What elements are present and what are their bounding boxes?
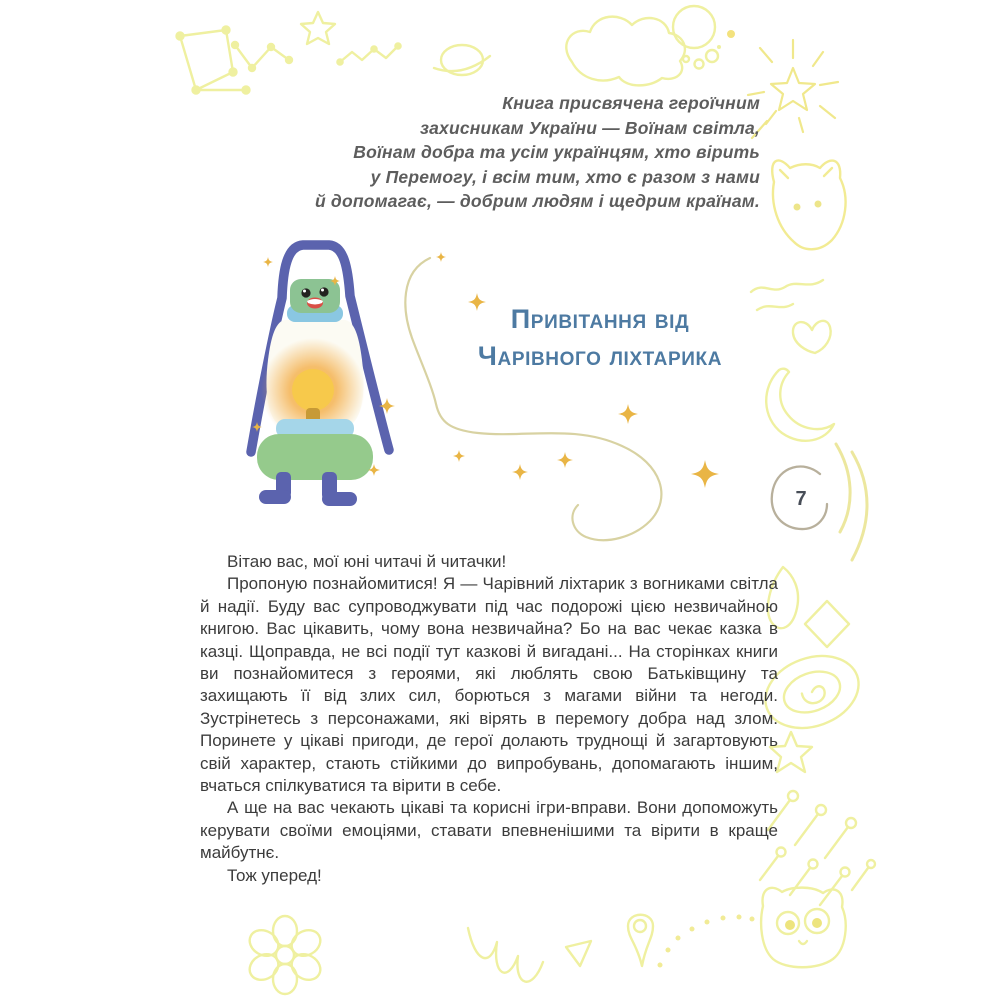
- heading-line-1: Привітання від: [510, 304, 690, 334]
- constellation-doodle: [232, 42, 292, 71]
- dedication-line: й допомагає, — добрим людям і щедрим країнам.: [314, 191, 760, 211]
- paragraph: Вітаю вас, мої юні читачі й читачки!: [227, 552, 507, 571]
- page-number-swoosh: [836, 444, 867, 560]
- diamond-doodle: [805, 601, 849, 647]
- paragraph: Тож уперед!: [227, 865, 322, 885]
- magic-lantern-character: [251, 245, 389, 506]
- crescent-moon-icon: [766, 369, 834, 441]
- lantern-face: [290, 279, 340, 313]
- flower-doodle: [245, 916, 325, 994]
- location-pin-icon: [628, 915, 653, 966]
- star-outline-doodle: [301, 12, 335, 44]
- dedication-line: Воїнам добра та усім українцям, хто вірить: [353, 142, 760, 162]
- paragraph: А ще на вас чекають цікаві та корисні ігри-вправи. Вони допоможуть керувати своїми емоціями, ставати впевненішими та вірити в краще майбутнє.: [200, 798, 778, 863]
- paragraph: Пропоную познайомитися! Я — Чарівний ліхтарик з вогниками світла й надії. Буду вас супроводжувати під час подорожі цією незвичайною книгою. Вас цікавить, чому вона незвичайна? Бо на вас чекає казка в казці. Щоправда, не всі події тут казкові й вигадані... На сторінках книги ви познайомитеся з героями, які люблять свою Батьківщину та захищають її від злих сил, борються з магами війни та негоди. Зустрінетесь з персонажами, які вірять в перемогу добра над злом. Поринете у цікаві пригоди, де герої долають труднощі й загартовують свій характер, стають стійкими до випробувань, допомагають іншим, вчаться спілкуватися та вірити в себе.: [200, 574, 778, 796]
- chapter-heading: [430, 301, 770, 375]
- cat-face-icon: [761, 888, 846, 968]
- dedication-line: у Перемогу, і всім тим, хто є разом з нами: [370, 166, 760, 187]
- heart-icon: [793, 321, 831, 353]
- cloud-doodle: [566, 17, 685, 86]
- heading-line-2: Чарівного ліхтарика: [477, 341, 723, 371]
- dedication-line: захисникам України — Воїнам світла,: [419, 117, 760, 138]
- saturn-doodle: [434, 45, 490, 75]
- circle-dots-doodle: [673, 6, 735, 69]
- starburst-doodle: [748, 40, 838, 138]
- body-text: [200, 551, 778, 887]
- dotted-trail-doodle: [658, 915, 755, 968]
- kite-doodle: [177, 27, 250, 94]
- page-number: 7: [795, 488, 807, 510]
- dedication-line: Книга присвячена героїчним: [502, 93, 760, 113]
- dedication-text: [240, 91, 760, 214]
- lantern-base: [257, 434, 373, 480]
- zigzag-doodle: [337, 43, 400, 64]
- squiggle-doodle: [468, 928, 543, 982]
- triangle-doodle: [566, 941, 591, 966]
- lantern-flame: [292, 369, 334, 411]
- fox-icon: [772, 160, 845, 249]
